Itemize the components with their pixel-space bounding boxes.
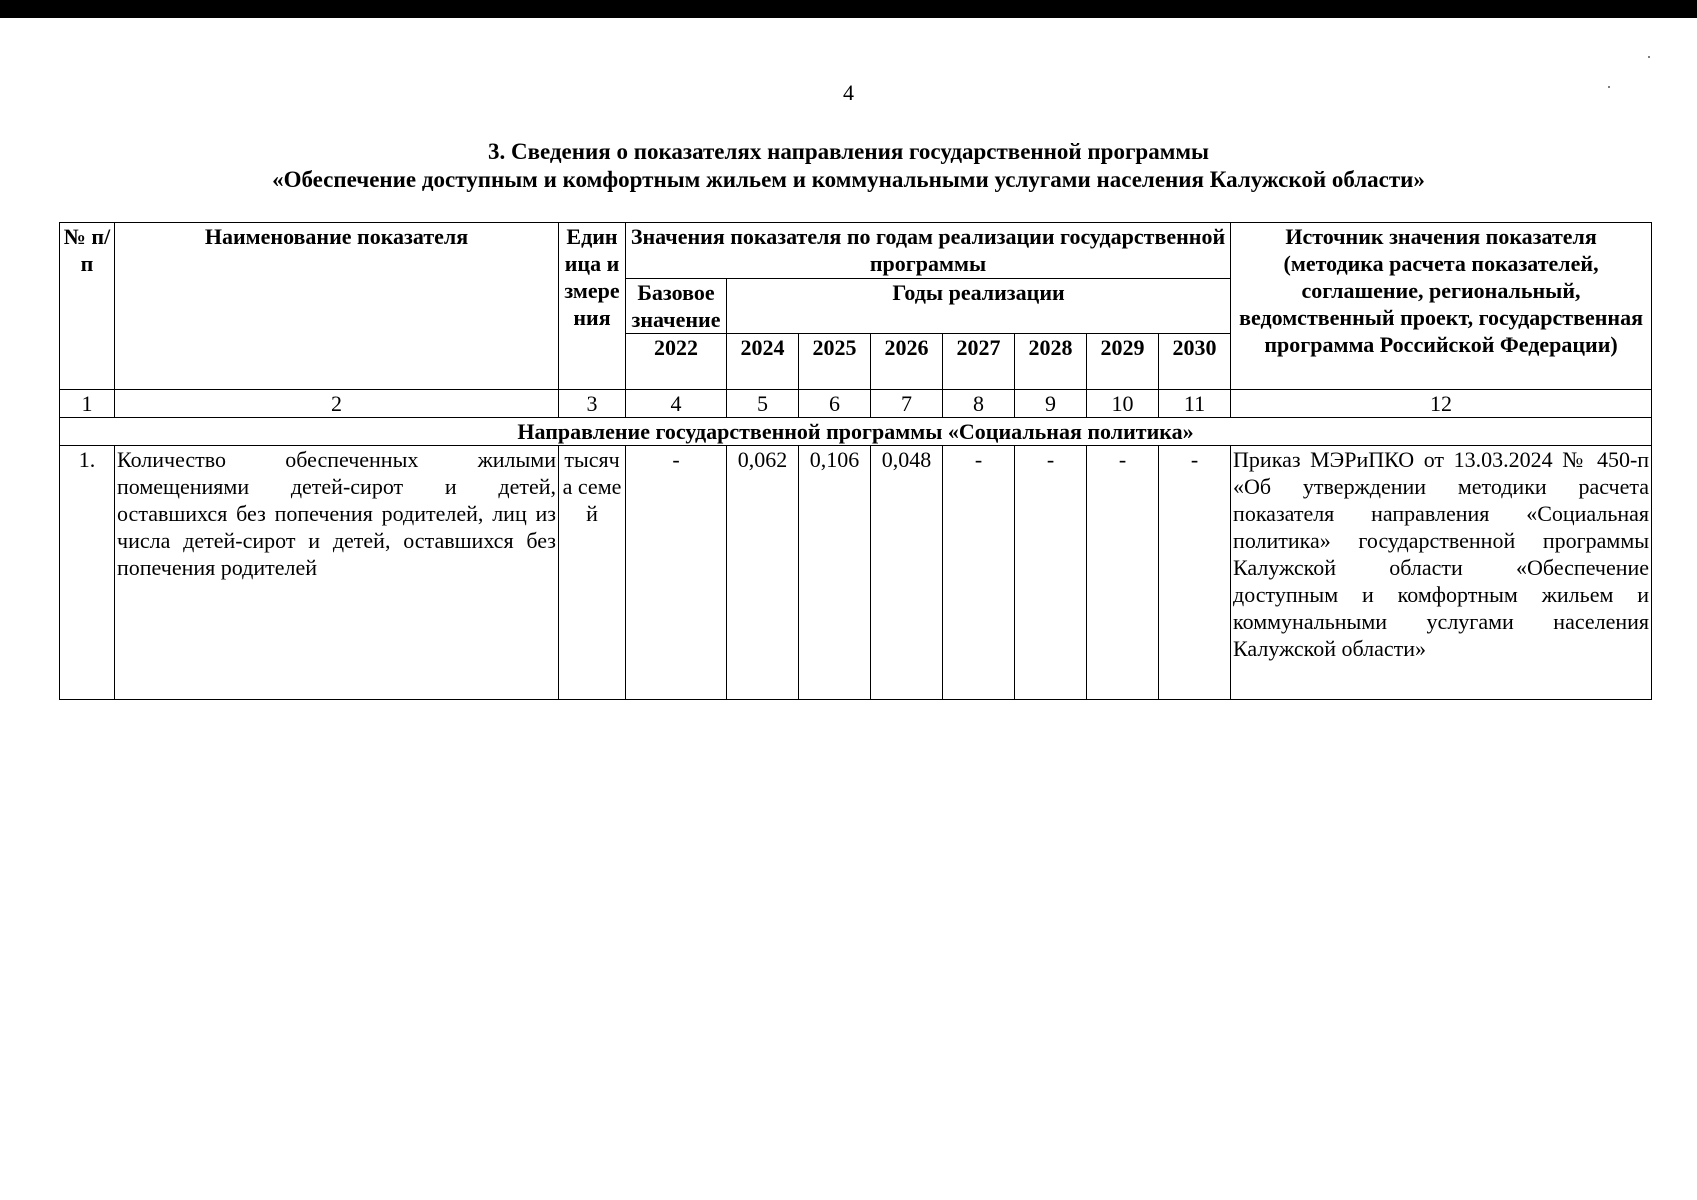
header-years-group: Годы реализации xyxy=(727,279,1231,334)
column-number: 5 xyxy=(727,390,799,418)
row-value: 0,048 xyxy=(871,446,943,700)
column-number: 11 xyxy=(1159,390,1231,418)
row-value: - xyxy=(1015,446,1087,700)
section-heading xyxy=(0,138,1697,194)
row-value: - xyxy=(1159,446,1231,700)
header-base-value: Базовое значение xyxy=(626,279,727,334)
heading-line-1: 3. Сведения о показателях направления государственной программы xyxy=(487,139,1210,164)
column-number: 9 xyxy=(1015,390,1087,418)
row-indicator-name: Количество обеспеченных жилыми помещениями детей-сирот и детей, оставшихся без попечения родителей, лиц из числа детей-сирот и детей, оставшихся без попечения родителей xyxy=(115,446,559,700)
header-unit xyxy=(559,223,626,390)
header-year: 2029 xyxy=(1087,334,1159,390)
column-number: 2 xyxy=(115,390,559,418)
row-value: - xyxy=(1087,446,1159,700)
header-year: 2027 xyxy=(943,334,1015,390)
column-number: 8 xyxy=(943,390,1015,418)
header-source: Источник значения показателя (методика расчета показателей, соглашение, региональный, ведомственный проект, государственная программа Российской Федерации) xyxy=(1231,223,1652,390)
row-value: 0,106 xyxy=(799,446,871,700)
header-year: 2028 xyxy=(1015,334,1087,390)
header-name: Наименование показателя xyxy=(115,223,559,390)
indicators-table xyxy=(59,222,1652,700)
header-values-group: Значения показателя по годам реализации государственной программы xyxy=(626,223,1231,279)
header-num: № п/п xyxy=(60,223,115,390)
column-number: 12 xyxy=(1231,390,1652,418)
heading-line-2: «Обеспечение доступным и комфортным жильем и коммунальными услугами населения Калужской области» xyxy=(272,167,1425,192)
header-base-year: 2022 xyxy=(626,334,727,390)
scan-speck xyxy=(1648,56,1650,58)
column-number: 4 xyxy=(626,390,727,418)
section-row-title: Направление государственной программы «Социальная политика» xyxy=(60,418,1652,446)
header-year: 2024 xyxy=(727,334,799,390)
row-source: Приказ МЭРиПКО от 13.03.2024 № 450-п «Об утверждении методики расчета показателя направления «Социальная политика» государственной программы Калужской области «Обеспечение доступным и комфортным жильем и коммунальными услугами населения Калужской области» xyxy=(1231,446,1652,700)
page-number: 4 xyxy=(843,80,854,105)
row-value: 0,062 xyxy=(727,446,799,700)
row-num: 1. xyxy=(60,446,115,700)
column-number: 10 xyxy=(1087,390,1159,418)
column-number: 6 xyxy=(799,390,871,418)
scan-top-border xyxy=(0,0,1697,18)
header-year: 2026 xyxy=(871,334,943,390)
column-number: 3 xyxy=(559,390,626,418)
header-year: 2030 xyxy=(1159,334,1231,390)
table-row xyxy=(60,446,1652,700)
column-number: 1 xyxy=(60,390,115,418)
row-value: - xyxy=(943,446,1015,700)
row-base-value: - xyxy=(626,446,727,700)
row-unit-text: тысяча семей xyxy=(562,447,622,526)
header-unit-text: Единица измерения xyxy=(564,224,620,330)
row-unit xyxy=(559,446,626,700)
column-number: 7 xyxy=(871,390,943,418)
header-year: 2025 xyxy=(799,334,871,390)
